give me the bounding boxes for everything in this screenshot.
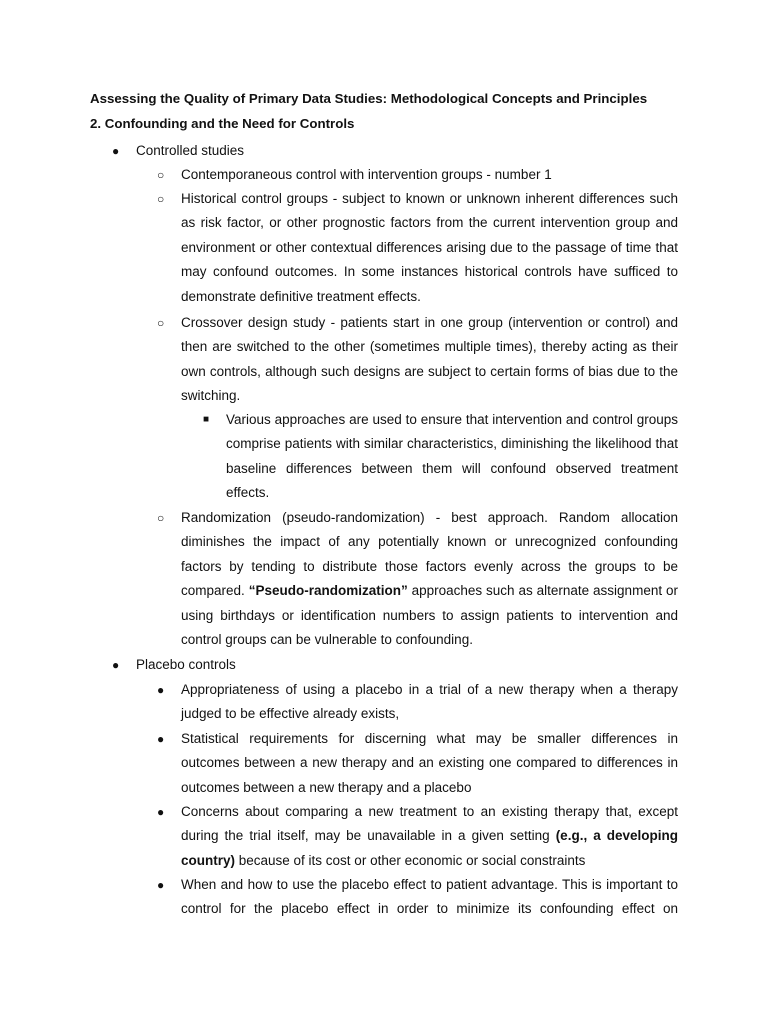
hollow-bullet-icon: ○ bbox=[157, 192, 165, 206]
hollow-bullet-icon: ○ bbox=[157, 168, 165, 182]
list-item-randomization bbox=[181, 506, 678, 652]
randomization-text-cont: approaches such as alternate assignment or using birthdays or identification numbers to assign patients to intervention and control groups can be vulnerable to confounding. bbox=[181, 583, 678, 648]
developing-country-term: (e.g., a developing country) bbox=[181, 828, 678, 868]
bullet-icon: ● bbox=[112, 144, 120, 158]
bullet-icon: ● bbox=[112, 658, 120, 672]
concerns-text-cont: because of its cost or other economic or social constraints bbox=[235, 852, 586, 868]
concerns-text: Concerns about comparing a new treatment to an existing therapy that, except during the trial itself, may be unavailable in a given setting bbox=[181, 804, 678, 844]
bullet-icon: ● bbox=[157, 683, 165, 697]
document-title: Assessing the Quality of Primary Data Studies: Methodological Concepts and Principles bbox=[90, 91, 648, 106]
list-item-existing-therapy-concerns bbox=[181, 800, 678, 873]
pseudo-randomization-term: “Pseudo-randomization” bbox=[248, 583, 408, 599]
hollow-bullet-icon: ○ bbox=[157, 511, 165, 525]
square-bullet-icon: ■ bbox=[203, 414, 210, 425]
list-item-statistical-requirements: Statistical requirements for discerning what may be smaller differences in outcomes between a new therapy and an existing one compared to differences in outcomes between a new therapy and a placebo bbox=[181, 731, 678, 795]
list-item-crossover-approaches: Various approaches are used to ensure that intervention and control groups comprise patients with similar characteristics, diminishing the likelihood that baseline differences between them will confound observed treatment effects. bbox=[226, 412, 678, 501]
list-item-controlled-studies: Controlled studies bbox=[136, 143, 245, 158]
list-item-contemporaneous-control: Contemporaneous control with intervention groups - number 1 bbox=[181, 167, 552, 182]
list-item-placebo-appropriateness: Appropriateness of using a placebo in a trial of a new therapy when a therapy judged to be effective already exists, bbox=[181, 682, 678, 722]
bullet-icon: ● bbox=[157, 805, 165, 819]
list-item-historical-control: Historical control groups - subject to known or unknown inherent differences such as risk factor, or other prognostic factors from the current intervention group and environment or other contextual differences arising due to the passage of time that may confound outcomes. In some instances historical controls have sufficed to demonstrate definitive treatment effects. bbox=[181, 191, 678, 304]
hollow-bullet-icon: ○ bbox=[157, 316, 165, 330]
list-item-crossover-design: Crossover design study - patients start in one group (intervention or control) and then are switched to the other (sometimes multiple times), thereby acting as their own controls, although such designs are subject to certain forms of bias due to the switching. bbox=[181, 315, 678, 404]
randomization-text: Randomization (pseudo-randomization) - best approach. Random allocation diminishes the impact of any potentially known or unrecognized confounding factors by tending to distribute those factors evenly across the groups to be compared. bbox=[181, 510, 678, 599]
list-item-placebo-controls: Placebo controls bbox=[136, 657, 236, 672]
section-heading: 2. Confounding and the Need for Controls bbox=[90, 116, 355, 131]
bullet-icon: ● bbox=[157, 732, 165, 746]
list-item-placebo-effect: When and how to use the placebo effect to patient advantage. This is important to control for the placebo effect in order to minimize its confounding effect on bbox=[181, 877, 678, 917]
bullet-icon: ● bbox=[157, 878, 165, 892]
